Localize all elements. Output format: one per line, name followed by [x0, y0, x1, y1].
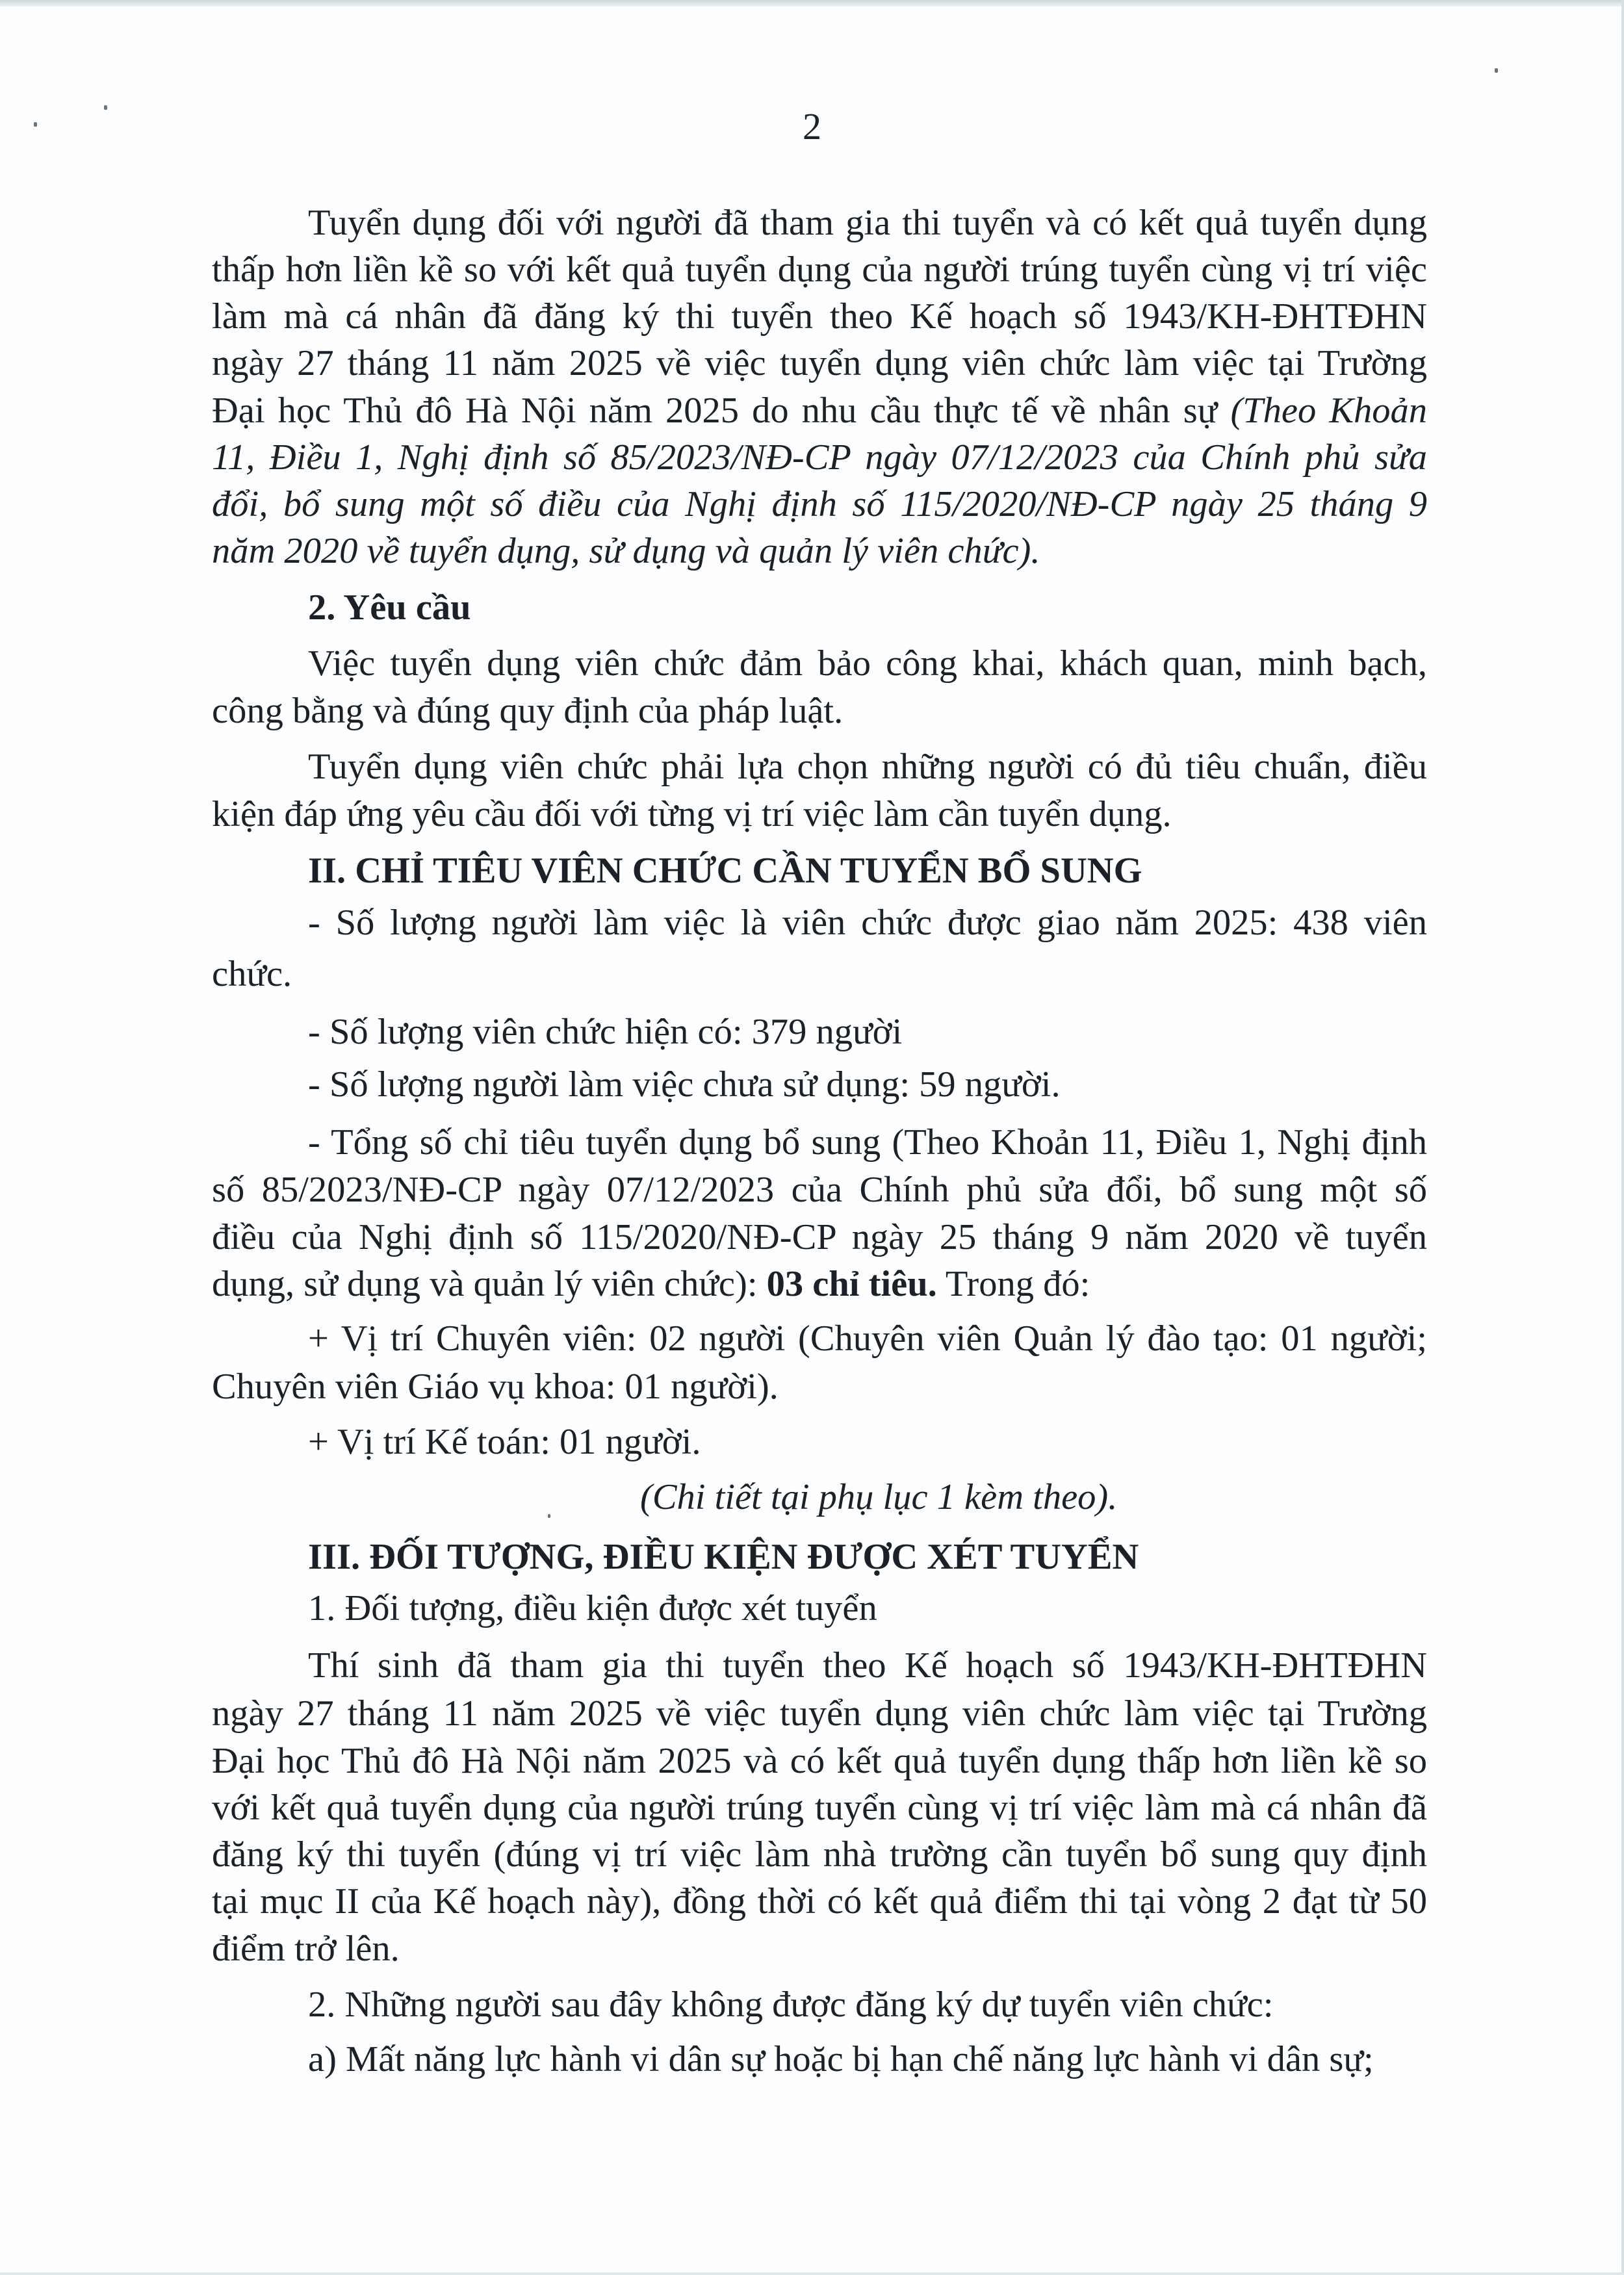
text-line: Tuyển dụng đối với người đã tham gia thi tuyển và có kết quả tuyển dụng — [308, 203, 1427, 243]
legal-citation-italic: (Theo Khoản — [1230, 391, 1427, 431]
unused-positions-item: - Số lượng người làm việc chưa sử dụng: 59 người. — [308, 1064, 1061, 1105]
requirements-heading: 2. Yêu cầu — [308, 587, 471, 628]
current-staff-item: - Số lượng viên chức hiện có: 379 người — [308, 1012, 903, 1052]
subsection-1-heading: 1. Đối tượng, điều kiện được xét tuyển — [308, 1588, 877, 1628]
section-ii-heading: II. CHỈ TIÊU VIÊN CHỨC CẦN TUYỂN BỔ SUNG — [308, 851, 1142, 891]
scan-speck — [1495, 68, 1498, 73]
text-segment: Đại học Thủ đô Hà Nội năm 2025 do nhu cầu thực tế về nhân sự — [212, 391, 1231, 431]
quota-count: 03 chỉ tiêu. — [766, 1264, 937, 1304]
text-line: - Số lượng người làm việc là viên chức được giao năm 2025: 438 viên — [308, 903, 1427, 943]
text-line: Thí sinh đã tham gia thi tuyển theo Kế hoạch số 1943/KH-ĐHTĐHN — [308, 1645, 1427, 1686]
text-line: ngày 27 tháng 11 năm 2025 về việc tuyển dụng viên chức làm việc tại Trường — [212, 1693, 1427, 1734]
legal-citation-line: năm 2020 về tuyển dụng, sử dụng và quản lý viên chức). — [212, 531, 1040, 571]
scan-edge-top — [0, 0, 1624, 6]
text-line: thấp hơn liền kề so với kết quả tuyển dụng của người trúng tuyển cùng vị trí việc — [212, 250, 1427, 290]
scan-edge-right — [1621, 0, 1624, 2275]
text-line: điểm trở lên. — [212, 1929, 400, 1969]
text-line: + Vị trí Chuyên viên: 02 người (Chuyên viên Quản lý đào tạo: 01 người; — [308, 1318, 1427, 1359]
page-number: 2 — [803, 105, 821, 148]
accountant-position-item: + Vị trí Kế toán: 01 người. — [308, 1422, 701, 1462]
text-line — [212, 387, 1427, 434]
text-line: chức. — [212, 954, 292, 994]
text-line: với kết quả tuyển dụng của người trúng tuyển cùng vị trí việc làm mà cá nhân đã — [212, 1788, 1427, 1828]
legal-citation-line: đổi, bổ sung một số điều của Nghị định số 115/2020/NĐ-CP ngày 25 tháng 9 — [212, 484, 1427, 524]
text-line: công bằng và đúng quy định của pháp luật. — [212, 691, 844, 731]
legal-citation-line: 11, Điều 1, Nghị định số 85/2023/NĐ-CP ngày 07/12/2023 của Chính phủ sửa — [212, 437, 1427, 478]
text-line: ngày 27 tháng 11 năm 2025 về việc tuyển dụng viên chức làm việc tại Trường — [212, 343, 1427, 383]
section-iii-heading: III. ĐỐI TƯỢNG, ĐIỀU KIỆN ĐƯỢC XÉT TUYỂN — [308, 1537, 1139, 1577]
text-line: số 85/2023/NĐ-CP ngày 07/12/2023 của Chính phủ sửa đổi, bổ sung một số — [212, 1170, 1427, 1210]
text-line: làm mà cá nhân đã đăng ký thi tuyển theo Kế hoạch số 1943/KH-ĐHTĐHN — [212, 296, 1427, 337]
text-segment: dụng, sử dụng và quản lý viên chức): — [212, 1264, 767, 1304]
subsection-2-heading: 2. Những người sau đây không được đăng ký dự tuyển viên chức: — [308, 1985, 1274, 2025]
text-line: kiện đáp ứng yêu cầu đối với từng vị trí việc làm cần tuyển dụng. — [212, 794, 1172, 834]
text-line: - Tổng số chỉ tiêu tuyển dụng bổ sung (Theo Khoản 11, Điều 1, Nghị định — [308, 1122, 1427, 1163]
text-line: đăng ký thi tuyển (đúng vị trí việc làm nhà trường cần tuyển bổ sung quy định — [212, 1834, 1427, 1875]
appendix-note: (Chi tiết tại phụ lục 1 kèm theo). — [640, 1477, 1118, 1517]
scan-edge-bottom — [0, 2272, 1624, 2275]
text-line: tại mục II của Kế hoạch này), đồng thời có kết quả điểm thi tại vòng 2 đạt từ 50 — [212, 1881, 1427, 1922]
text-segment: Trong đó: — [936, 1264, 1090, 1304]
text-line: Chuyên viên Giáo vụ khoa: 01 người). — [212, 1367, 779, 1407]
text-line: điều của Nghị định số 115/2020/NĐ-CP ngày 25 tháng 9 năm 2020 về tuyển — [212, 1217, 1427, 1257]
scan-speck — [548, 1514, 550, 1518]
text-line: Việc tuyển dụng viên chức đảm bảo công khai, khách quan, minh bạch, — [308, 643, 1427, 684]
text-line — [212, 1261, 1090, 1307]
text-line: Tuyển dụng viên chức phải lựa chọn những người có đủ tiêu chuẩn, điều — [308, 747, 1427, 787]
ineligibility-item-a: a) Mất năng lực hành vi dân sự hoặc bị hạn chế năng lực hành vi dân sự; — [308, 2039, 1374, 2079]
text-line: Đại học Thủ đô Hà Nội năm 2025 và có kết quả tuyển dụng thấp hơn liền kề so — [212, 1741, 1427, 1781]
